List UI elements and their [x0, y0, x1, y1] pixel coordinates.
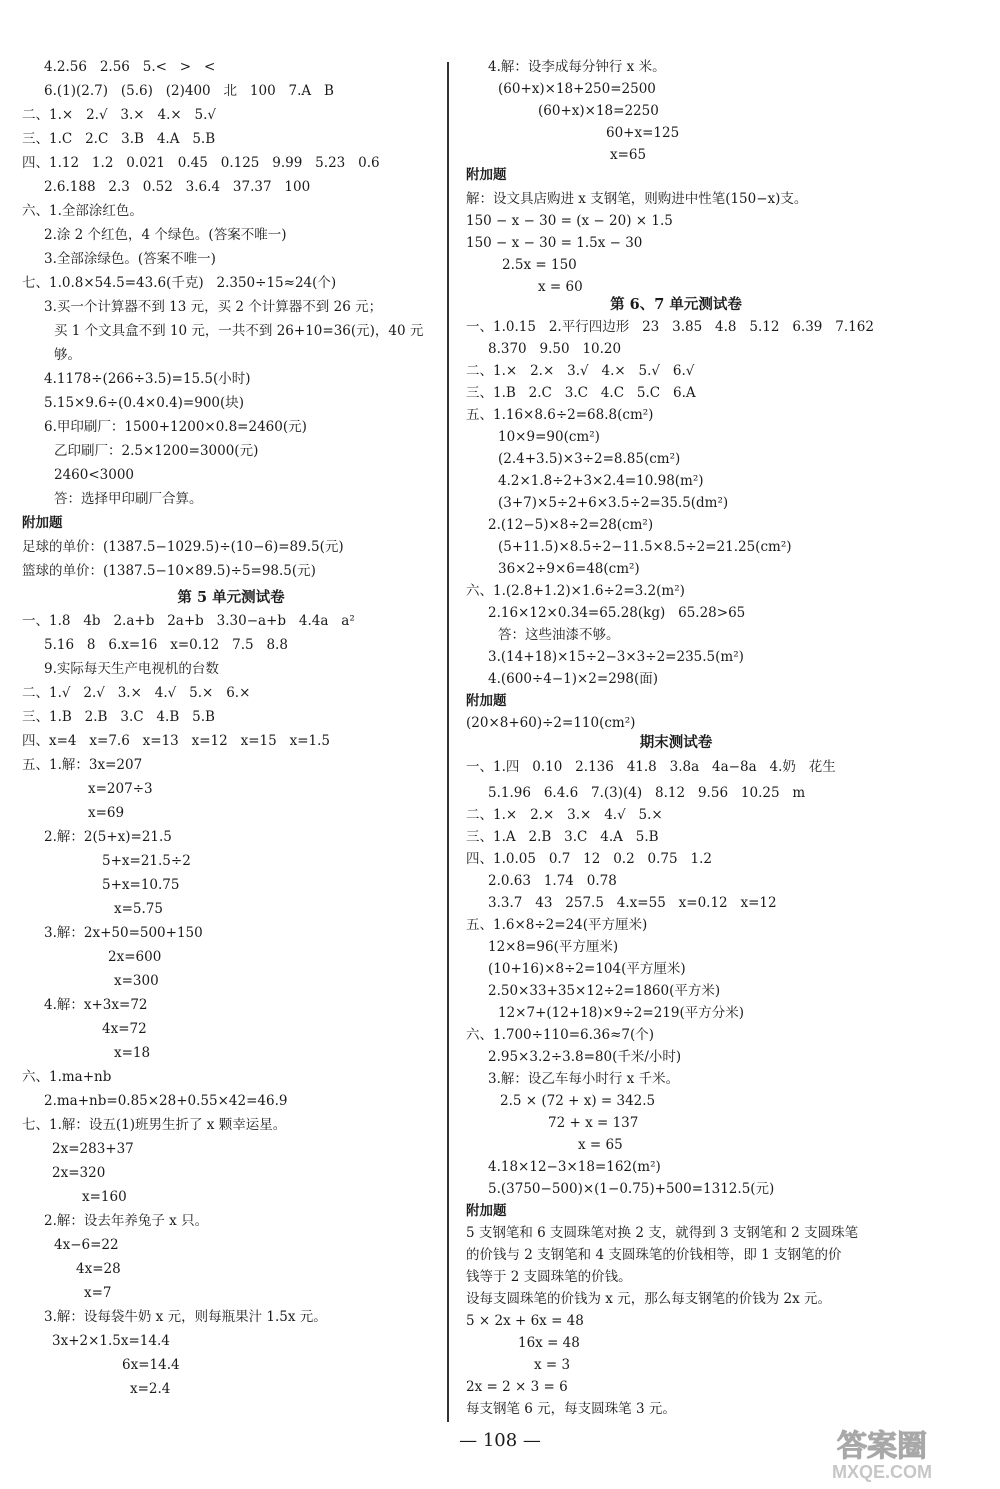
answer-line: 12×8=96(平方厘米)	[488, 939, 619, 955]
answer-line: 150 − x − 30 = (x − 20) × 1.5	[466, 213, 673, 229]
answer-line: 三、1.C 2.C 3.B 4.A 5.B	[22, 131, 216, 147]
bonus-heading: 附加题	[466, 693, 507, 709]
answer-line: 2.(12−5)×8÷2=28(cm²)	[488, 517, 654, 533]
answer-line: 3x+2×1.5x=14.4	[52, 1333, 170, 1349]
answer-line: 2.解：2(5+x)=21.5	[44, 829, 172, 845]
answer-line: 3.解：设乙车每小时行 x 千米。	[488, 1071, 680, 1087]
answer-line: 6.(1)(2.7) (5.6) (2)400 北 100 7.A B	[44, 83, 334, 99]
answer-line: 5.(3750−500)×(1−0.75)+500=1312.5(元)	[488, 1181, 775, 1197]
answer-line: x=69	[88, 805, 125, 821]
answer-line: 4.2×1.8÷2+3×2.4=10.98(m²)	[498, 473, 704, 489]
answer-line: 七、1.0.8×54.5=43.6(千克) 2.350÷15≈24(个)	[22, 275, 337, 291]
answer-line: 二、1.× 2.× 3.√ 4.× 5.√ 6.√	[466, 363, 695, 379]
answer-line: 五、1.6×8÷2=24(平方厘米)	[466, 917, 648, 933]
answer-line: 足球的单价：(1387.5−1029.5)÷(10−6)=89.5(元)	[22, 539, 344, 555]
answer-line: 4.18×12−3×18=162(m²)	[488, 1159, 661, 1175]
section-title: 第 5 单元测试卷	[177, 589, 285, 606]
answer-line: 150 − x − 30 = 1.5x − 30	[466, 235, 643, 251]
answer-line: 篮球的单价：(1387.5−10×89.5)÷5=98.5(元)	[22, 563, 316, 579]
answer-line: 够。	[54, 347, 81, 363]
answer-line: 4.(600÷4−1)×2=298(面)	[488, 671, 658, 687]
section-title: 期末测试卷	[639, 734, 713, 751]
svg-text:MXQE.COM: MXQE.COM	[831, 1462, 933, 1482]
answer-line: 8.370 9.50 10.20	[488, 341, 622, 357]
answer-line: 4x=28	[76, 1261, 121, 1277]
answer-line: 2x=283+37	[52, 1141, 134, 1157]
answer-line: 5 × 2x + 6x = 48	[466, 1313, 584, 1329]
answer-line: 二、1.× 2.× 3.× 4.√ 5.×	[466, 807, 663, 823]
answer-line: x=2.4	[130, 1381, 171, 1397]
answer-line: 4.1178÷(266÷3.5)=15.5(小时)	[44, 371, 251, 387]
answer-line: 72 + x = 137	[548, 1115, 639, 1131]
answer-line: 6x=14.4	[122, 1357, 180, 1373]
answer-line: 4.2.56 2.56 5.< > <	[44, 59, 216, 75]
answer-line: 2x = 2 × 3 = 6	[466, 1379, 568, 1395]
answer-line: (20×8+60)÷2=110(cm²)	[466, 715, 636, 731]
answer-line: 二、1.√ 2.√ 3.× 4.√ 5.× 6.×	[22, 685, 251, 701]
answer-line: 的价钱与 2 支钢笔和 4 支圆珠笔的价钱相等，即 1 支钢笔的价	[466, 1247, 842, 1263]
answer-line: 6.甲印刷厂：1500+1200×0.8=2460(元)	[44, 419, 307, 435]
answer-line: 钱等于 2 支圆珠笔的价钱。	[466, 1269, 632, 1285]
answer-line: 设每支圆珠笔的价钱为 x 元，那么每支钢笔的价钱为 2x 元。	[466, 1291, 831, 1307]
answer-line: 一、1.0.15 2.平行四边形 23 3.85 4.8 5.12 6.39 7.162	[466, 319, 874, 335]
answer-line: 2.0.63 1.74 0.78	[488, 873, 617, 889]
answer-line: 5 支钢笔和 6 支圆珠笔对换 2 支，就得到 3 支钢笔和 2 支圆珠笔	[466, 1225, 859, 1241]
answer-line: 2.ma+nb=0.85×28+0.55×42=46.9	[44, 1093, 288, 1109]
answer-line: 六、1.全部涂红色。	[22, 203, 143, 219]
answer-line: 4.解：x+3x=72	[44, 997, 148, 1013]
answer-line: 2.涂 2 个红色，4 个绿色。(答案不唯一)	[44, 227, 287, 243]
answer-line: 4.解：设李成每分钟行 x 米。	[488, 59, 666, 75]
answer-line: 2x=320	[52, 1165, 106, 1181]
answer-line: 一、1.8 4b 2.a+b 2a+b 3.30−a+b 4.4a a²	[22, 613, 355, 629]
answer-line: x=65	[610, 147, 647, 163]
answer-line: (2.4+3.5)×3÷2=8.85(cm²)	[498, 451, 681, 467]
answer-line: 5.1.96 6.4.6 7.(3)(4) 8.12 9.56 10.25 m	[488, 785, 806, 801]
answer-line: x = 60	[538, 279, 583, 295]
answer-line: 5.15×9.6÷(0.4×0.4)=900(块)	[44, 395, 245, 411]
answer-line: 答：选择甲印刷厂合算。	[54, 491, 203, 507]
answer-line: x = 3	[534, 1357, 571, 1373]
answer-line: 3.解：2x+50=500+150	[44, 925, 203, 941]
answer-line: 六、1.700÷110=6.36≈7(个)	[466, 1027, 655, 1043]
answer-line: 2.5x = 150	[502, 257, 577, 273]
answer-line: 10×9=90(cm²)	[498, 429, 600, 445]
answer-line: 9.实际每天生产电视机的台数	[44, 661, 219, 677]
answer-line: 5+x=21.5÷2	[102, 853, 191, 869]
answer-line: 2.95×3.2÷3.8=80(千米/小时)	[488, 1049, 682, 1065]
answer-line: 36×2÷9×6=48(cm²)	[498, 561, 640, 577]
section-title: 第 6、7 单元测试卷	[610, 296, 742, 313]
answer-line: 2.50×33+35×12÷2=1860(平方米)	[488, 983, 721, 999]
answer-line: 4x=72	[102, 1021, 147, 1037]
answer-line: 五、1.解：3x=207	[22, 757, 143, 773]
column-divider	[447, 62, 449, 1422]
answer-line: 16x = 48	[518, 1335, 580, 1351]
answer-line: x=7	[84, 1285, 112, 1301]
bonus-heading: 附加题	[22, 515, 63, 531]
answer-line: x=18	[114, 1045, 151, 1061]
answer-line: x=5.75	[114, 901, 163, 917]
answer-line: 3.3.7 43 257.5 4.x=55 x=0.12 x=12	[488, 895, 777, 911]
answer-line: 2.6.188 2.3 0.52 3.6.4 37.37 100	[44, 179, 311, 195]
answer-line: 买 1 个文具盒不到 10 元，一共不到 26+10=36(元)，40 元	[54, 323, 424, 339]
answer-line: 三、1.B 2.C 3.C 4.C 5.C 6.A	[466, 385, 696, 401]
answer-line: 六、1.(2.8+1.2)×1.6÷2=3.2(m²)	[466, 583, 685, 599]
answer-line: 3.解：设每袋牛奶 x 元，则每瓶果汁 1.5x 元。	[44, 1309, 327, 1325]
answer-line: 乙印刷厂：2.5×1200=3000(元)	[54, 443, 259, 459]
answer-line: 2.5 × (72 + x) = 342.5	[500, 1093, 656, 1109]
answer-line: (60+x)×18=2250	[538, 103, 659, 119]
answer-line: 四、1.12 1.2 0.021 0.45 0.125 9.99 5.23 0.6	[22, 155, 380, 171]
answer-line: x=300	[114, 973, 159, 989]
answer-line: 2.16×12×0.34=65.28(kg) 65.28>65	[488, 605, 746, 621]
watermark-logo	[782, 1420, 982, 1482]
bonus-heading: 附加题	[466, 1203, 507, 1219]
answer-line: 3.(14+18)×15÷2−3×3÷2=235.5(m²)	[488, 649, 744, 665]
page-number: — 108 —	[459, 1430, 541, 1451]
answer-line: (5+11.5)×8.5÷2−11.5×8.5÷2=21.25(cm²)	[498, 539, 792, 555]
answer-line: 2460<3000	[54, 467, 135, 483]
answer-line: x = 65	[578, 1137, 623, 1153]
answer-line: 六、1.ma+nb	[22, 1069, 112, 1085]
answer-line: 5.16 8 6.x=16 x=0.12 7.5 8.8	[44, 637, 288, 653]
answer-line: 答：这些油漆不够。	[498, 627, 620, 643]
answer-line: (60+x)×18+250=2500	[498, 81, 656, 97]
answer-line: 5+x=10.75	[102, 877, 180, 893]
answer-line: x=160	[82, 1189, 127, 1205]
answer-line: 3.全部涂绿色。(答案不唯一)	[44, 251, 216, 267]
answer-line: 三、1.A 2.B 3.C 4.A 5.B	[466, 829, 659, 845]
answer-line: 60+x=125	[606, 125, 680, 141]
answer-line: 七、1.解：设五(1)班男生折了 x 颗幸运星。	[22, 1117, 287, 1133]
answer-line: 二、1.× 2.√ 3.× 4.× 5.√	[22, 107, 217, 123]
answer-line: 解：设文具店购进 x 支钢笔，则购进中性笔(150−x)支。	[466, 191, 808, 207]
bonus-heading: 附加题	[466, 167, 507, 183]
answer-line: (10+16)×8÷2=104(平方厘米)	[488, 961, 686, 977]
answer-line: 每支钢笔 6 元，每支圆珠笔 3 元。	[466, 1401, 676, 1417]
answer-line: 12×7+(12+18)×9÷2=219(平方分米)	[498, 1005, 745, 1021]
answer-line: 五、1.16×8.6÷2=68.8(cm²)	[466, 407, 654, 423]
answer-line: 四、1.0.05 0.7 12 0.2 0.75 1.2	[466, 851, 712, 867]
answer-line: x=207÷3	[88, 781, 153, 797]
answer-line: 一、1.四 0.10 2.136 41.8 3.8a 4a−8a 4.奶 花生	[466, 759, 836, 775]
svg-text:答案圈: 答案圈	[837, 1430, 927, 1463]
answer-line: 2.解：设去年养兔子 x 只。	[44, 1213, 209, 1229]
answer-line: 2x=600	[108, 949, 162, 965]
answer-line: 四、x=4 x=7.6 x=13 x=12 x=15 x=1.5	[22, 733, 330, 749]
answer-line: 三、1.B 2.B 3.C 4.B 5.B	[22, 709, 215, 725]
answer-line: (3+7)×5÷2+6×3.5÷2=35.5(dm²)	[498, 495, 729, 511]
answer-line: 3.买一个计算器不到 13 元，买 2 个计算器不到 26 元；	[44, 299, 383, 315]
answer-line: 4x−6=22	[54, 1237, 119, 1253]
